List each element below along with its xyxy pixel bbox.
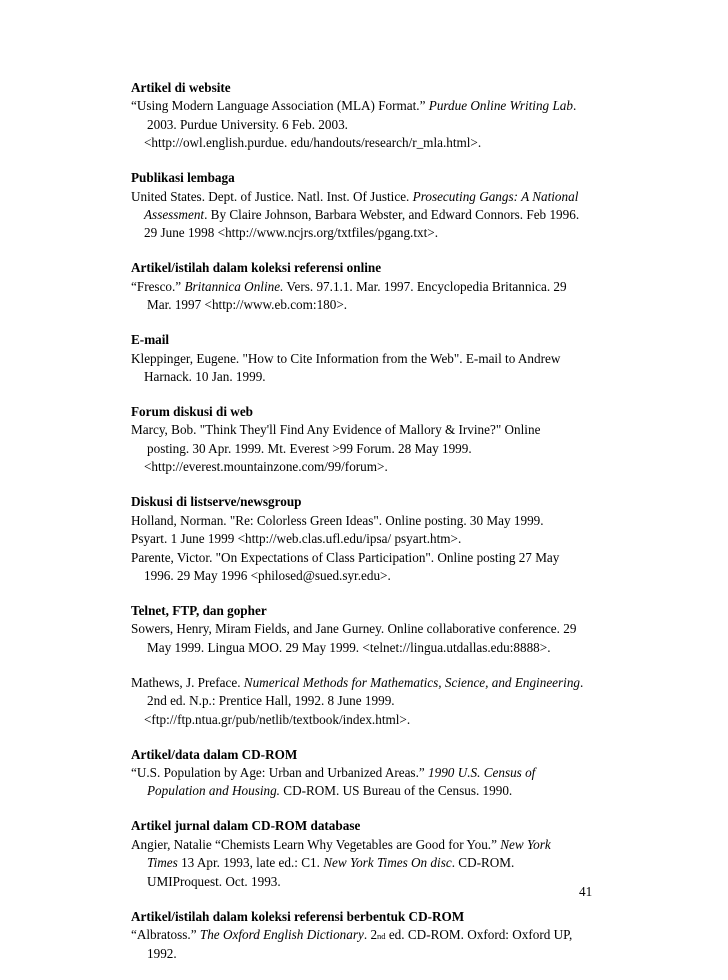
section-heading: Artikel/istilah dalam koleksi referensi online <box>131 260 382 276</box>
reference-line <box>131 296 601 314</box>
reference-section <box>131 403 601 477</box>
reference-line <box>131 512 601 530</box>
reference-line <box>131 711 601 729</box>
reference-line <box>131 278 601 296</box>
reference-text: 2003. Purdue University. 6 Feb. 2003. <box>147 116 348 132</box>
reference-text: Angier, Natalie “Chemists Learn Why Vegetables are Good for You.” <box>131 836 501 852</box>
reference-line <box>131 692 601 710</box>
reference-section <box>131 493 601 585</box>
reference-text: 1992. <box>147 946 177 962</box>
reference-line <box>131 764 601 782</box>
reference-text: Sowers, Henry, Miram Fields, and Jane Gurney. Online collaborative conference. 29 <box>131 621 577 637</box>
reference-text: Vers. 97.1.1. Mar. 1997. Encyclopedia Britannica. 29 <box>283 278 567 294</box>
reference-line <box>131 674 601 692</box>
reference-text: <ftp://ftp.ntua.gr/pub/netlib/textbook/index.html>. <box>144 711 411 727</box>
reference-text: May 1999. Lingua MOO. 29 May 1999. <telnet://lingua.utdallas.edu:8888>. <box>147 639 551 655</box>
italic-title-text: Prosecuting Gangs: A National <box>412 188 579 204</box>
reference-line <box>131 836 601 854</box>
reference-section <box>131 79 601 153</box>
section-heading: E-mail <box>131 332 170 348</box>
reference-text: Kleppinger, Eugene. "How to Cite Information from the Web". E-mail to Andrew <box>131 350 561 366</box>
reference-text: . By Claire Johnson, Barbara Webster, and Edward Connors. Feb 1996. <box>204 207 580 223</box>
reference-section <box>131 674 601 729</box>
reference-line <box>131 368 601 386</box>
italic-title-text: Numerical Methods for Mathematics, Science, and Engineering <box>243 674 581 690</box>
reference-text: Holland, Norman. "Re: Colorless Green Ideas". Online posting. 30 May 1999. <box>131 512 544 528</box>
reference-text: Parente, Victor. "On Expectations of Class Participation". Online posting 27 May <box>131 549 560 565</box>
reference-text: “Fresco.” <box>131 278 185 294</box>
reference-line <box>131 440 601 458</box>
reference-line <box>131 549 601 567</box>
italic-title-text: New York Times On disc <box>323 855 452 871</box>
reference-line <box>131 116 601 134</box>
reference-text: 13 Apr. 1993, late ed.: C1. <box>177 855 324 871</box>
reference-section <box>131 331 601 386</box>
reference-line <box>131 782 601 800</box>
reference-section <box>131 259 601 314</box>
reference-line <box>131 350 601 368</box>
section-heading: Artikel/data dalam CD-ROM <box>131 746 298 762</box>
reference-line <box>131 620 601 638</box>
italic-title-text: Assessment <box>144 207 205 223</box>
reference-line <box>131 945 601 963</box>
reference-section <box>131 746 601 801</box>
italic-title-text: The Oxford English Dictionary <box>199 926 364 942</box>
reference-text: Psyart. 1 June 1999 <http://web.clas.ufl.edu/ipsa/ psyart.htm>. <box>131 531 462 547</box>
page-number: 41 <box>579 884 593 899</box>
reference-text: ed. CD-ROM. Oxford: Oxford UP, <box>385 926 573 942</box>
reference-text: 1996. 29 May 1996 <philosed@sued.syr.edu>. <box>144 567 391 583</box>
reference-section <box>131 908 601 964</box>
reference-text: 2nd ed. N.p.: Prentice Hall, 1992. 8 June 1999. <box>147 693 395 709</box>
reference-line <box>131 854 601 872</box>
reference-line <box>131 134 601 152</box>
section-heading: Publikasi lembaga <box>131 170 235 186</box>
reference-section <box>131 169 601 243</box>
reference-section <box>131 817 601 891</box>
reference-line <box>131 530 601 548</box>
reference-text: Mar. 1997 <http://www.eb.com:180>. <box>147 297 348 313</box>
reference-text: United States. Dept. of Justice. Natl. Inst. Of Justice. <box>131 188 413 204</box>
reference-text: UMIProquest. Oct. 1993. <box>147 873 281 889</box>
italic-title-text: Britannica Online. <box>184 278 284 294</box>
reference-text: “Albratoss.” <box>131 926 200 942</box>
reference-text: 29 June 1998 <http://www.ncjrs.org/txtfiles/pgang.txt>. <box>144 225 438 241</box>
reference-line <box>131 224 601 242</box>
reference-text: Marcy, Bob. "Think They'll Find Any Evidence of Mallory & Irvine?" Online <box>131 422 541 438</box>
italic-title-text: Purdue Online Writing Lab <box>428 98 573 114</box>
reference-line <box>131 458 601 476</box>
section-heading: Telnet, FTP, dan gopher <box>131 602 267 618</box>
reference-line <box>131 206 601 224</box>
reference-section <box>131 602 601 657</box>
reference-text: CD-ROM. US Bureau of the Census. 1990. <box>279 783 513 799</box>
section-heading: Diskusi di listserve/newsgroup <box>131 494 302 510</box>
reference-line <box>131 639 601 657</box>
italic-title-text: New York <box>500 836 551 852</box>
reference-text: “Using Modern Language Association (MLA) Format.” <box>131 98 429 114</box>
reference-line <box>131 97 601 115</box>
reference-text: . CD-ROM. <box>451 855 515 871</box>
reference-text: Harnack. 10 Jan. 1999. <box>144 369 266 385</box>
reference-text: Mathews, J. Preface. <box>131 674 244 690</box>
reference-line <box>131 188 601 206</box>
reference-text: posting. 30 Apr. 1999. Mt. Everest >99 Forum. 28 May 1999. <box>147 440 472 456</box>
reference-line <box>131 421 601 439</box>
italic-title-text: Times <box>147 855 178 871</box>
reference-list <box>131 79 601 980</box>
reference-text: <http://owl.english.purdue. edu/handouts/research/r_mla.html>. <box>144 135 482 151</box>
section-heading: Artikel/istilah dalam koleksi referensi berbentuk CD-ROM <box>131 908 465 924</box>
reference-line <box>131 926 601 945</box>
section-heading: Forum diskusi di web <box>131 404 254 420</box>
reference-text: “U.S. Population by Age: Urban and Urbanized Areas.” <box>131 764 429 780</box>
italic-title-text: 1990 U.S. Census of <box>428 764 536 780</box>
section-heading: Artikel jurnal dalam CD-ROM database <box>131 818 361 834</box>
reference-text: . <box>572 98 577 114</box>
reference-line <box>131 567 601 585</box>
reference-line <box>131 873 601 891</box>
reference-text: . 2 <box>363 926 378 942</box>
italic-title-text: Population and Housing. <box>147 783 280 799</box>
reference-text: . <box>580 674 584 690</box>
reference-text: <http://everest.mountainzone.com/99/forum>. <box>144 459 388 475</box>
section-heading: Artikel di website <box>131 80 231 95</box>
reference-text: nd <box>377 930 386 941</box>
